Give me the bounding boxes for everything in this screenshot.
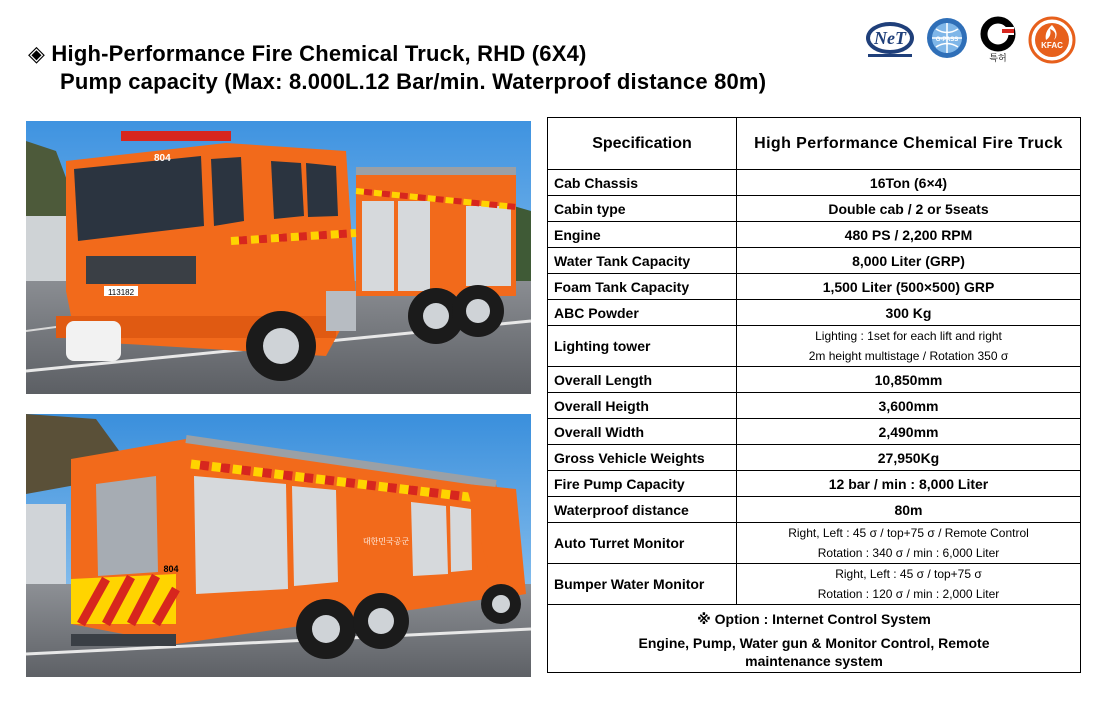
spec-key: Overall Width [548,419,737,445]
table-row [548,248,1081,274]
spec-key: Cabin type [548,196,737,222]
spec-value-line-2: Rotation : 340 σ / min : 6,000 Liter [817,546,1000,560]
certification-logos [860,16,1080,64]
patent-logo-text: 특허 [989,54,1007,64]
option-title: ※ Option : Internet Control System [697,610,931,627]
spec-value: 16Ton (6×4) [737,170,1081,196]
spec-value: 3,600mm [737,393,1081,419]
patent-logo [978,16,1018,64]
spec-value [737,564,1081,605]
spec-value [737,523,1081,564]
spec-value: 480 PS / 2,200 RPM [737,222,1081,248]
spec-value: Double cab / 2 or 5seats [737,196,1081,222]
spec-value-line-1: Right, Left : 45 σ / top+75 σ [835,567,982,581]
table-row [548,326,1081,367]
nt-logo [864,16,916,62]
option-line-3: maintenance system [745,652,883,669]
option-line-2: Engine, Pump, Water gun & Monitor Control, Remote [638,634,990,651]
gpass-logo-text: G-PASS [935,37,959,43]
spec-value: 8,000 Liter (GRP) [737,248,1081,274]
rear-side-text: 대한민국공군 [362,537,410,546]
spec-key: Gross Vehicle Weights [548,445,737,471]
table-row [548,419,1081,445]
spec-value [737,326,1081,367]
spec-value: 12 bar / min : 8,000 Liter [737,471,1081,497]
title-line-1: ◈ High-Performance Fire Chemical Truck, RHD (6X4) [28,41,587,66]
table-row [548,445,1081,471]
spec-header-row [548,118,1081,170]
spec-value-line-1: Right, Left : 45 σ / top+75 σ / Remote Control [788,526,1029,540]
spec-key: Foam Tank Capacity [548,274,737,300]
spec-key: Overall Length [548,367,737,393]
nt-logo-text: NeT [874,28,906,48]
spec-key: Auto Turret Monitor [548,523,737,564]
front-cab-number: 804 [154,153,171,164]
option-row [548,605,1081,673]
spec-header-value: High Performance Chemical Fire Truck [737,118,1081,170]
table-row [548,170,1081,196]
spec-key: Waterproof distance [548,497,737,523]
spec-value: 1,500 Liter (500×500) GRP [737,274,1081,300]
gpass-logo [924,16,970,62]
spec-value: 27,950Kg [737,445,1081,471]
table-row [548,523,1081,564]
spec-key: Water Tank Capacity [548,248,737,274]
spec-header-key: Specification [548,118,737,170]
front-plate-number: 113182 [107,288,135,297]
kfac-logo-text: KFAC [1041,41,1063,50]
page-title [28,40,766,96]
table-row [548,196,1081,222]
spec-value-line-1: Lighting : 1set for each lift and right [815,329,1002,343]
option-cell [548,605,1081,673]
spec-value-line-2: Rotation : 120 σ / min : 2,000 Liter [817,587,1000,601]
spec-key: Cab Chassis [548,170,737,196]
table-row [548,222,1081,248]
truck-front-photo [26,121,531,394]
table-row [548,367,1081,393]
spec-value: 2,490mm [737,419,1081,445]
table-row [548,300,1081,326]
table-row [548,497,1081,523]
spec-key: ABC Powder [548,300,737,326]
table-row [548,393,1081,419]
spec-value: 300 Kg [737,300,1081,326]
spec-key: Overall Heigth [548,393,737,419]
table-row [548,274,1081,300]
spec-key: Engine [548,222,737,248]
kfac-logo [1028,16,1076,64]
spec-table [547,117,1081,673]
rear-cab-number: 804 [163,564,179,574]
title-line-2: Pump capacity (Max: 8.000L.12 Bar/min. Waterproof distance 80m) [60,69,767,94]
spec-value-line-2: 2m height multistage / Rotation 350 σ [808,349,1009,363]
table-row [548,471,1081,497]
spec-key: Lighting tower [548,326,737,367]
spec-value: 10,850mm [737,367,1081,393]
truck-rear-photo [26,414,531,677]
spec-key: Fire Pump Capacity [548,471,737,497]
spec-value: 80m [737,497,1081,523]
spec-key: Bumper Water Monitor [548,564,737,605]
table-row [548,564,1081,605]
